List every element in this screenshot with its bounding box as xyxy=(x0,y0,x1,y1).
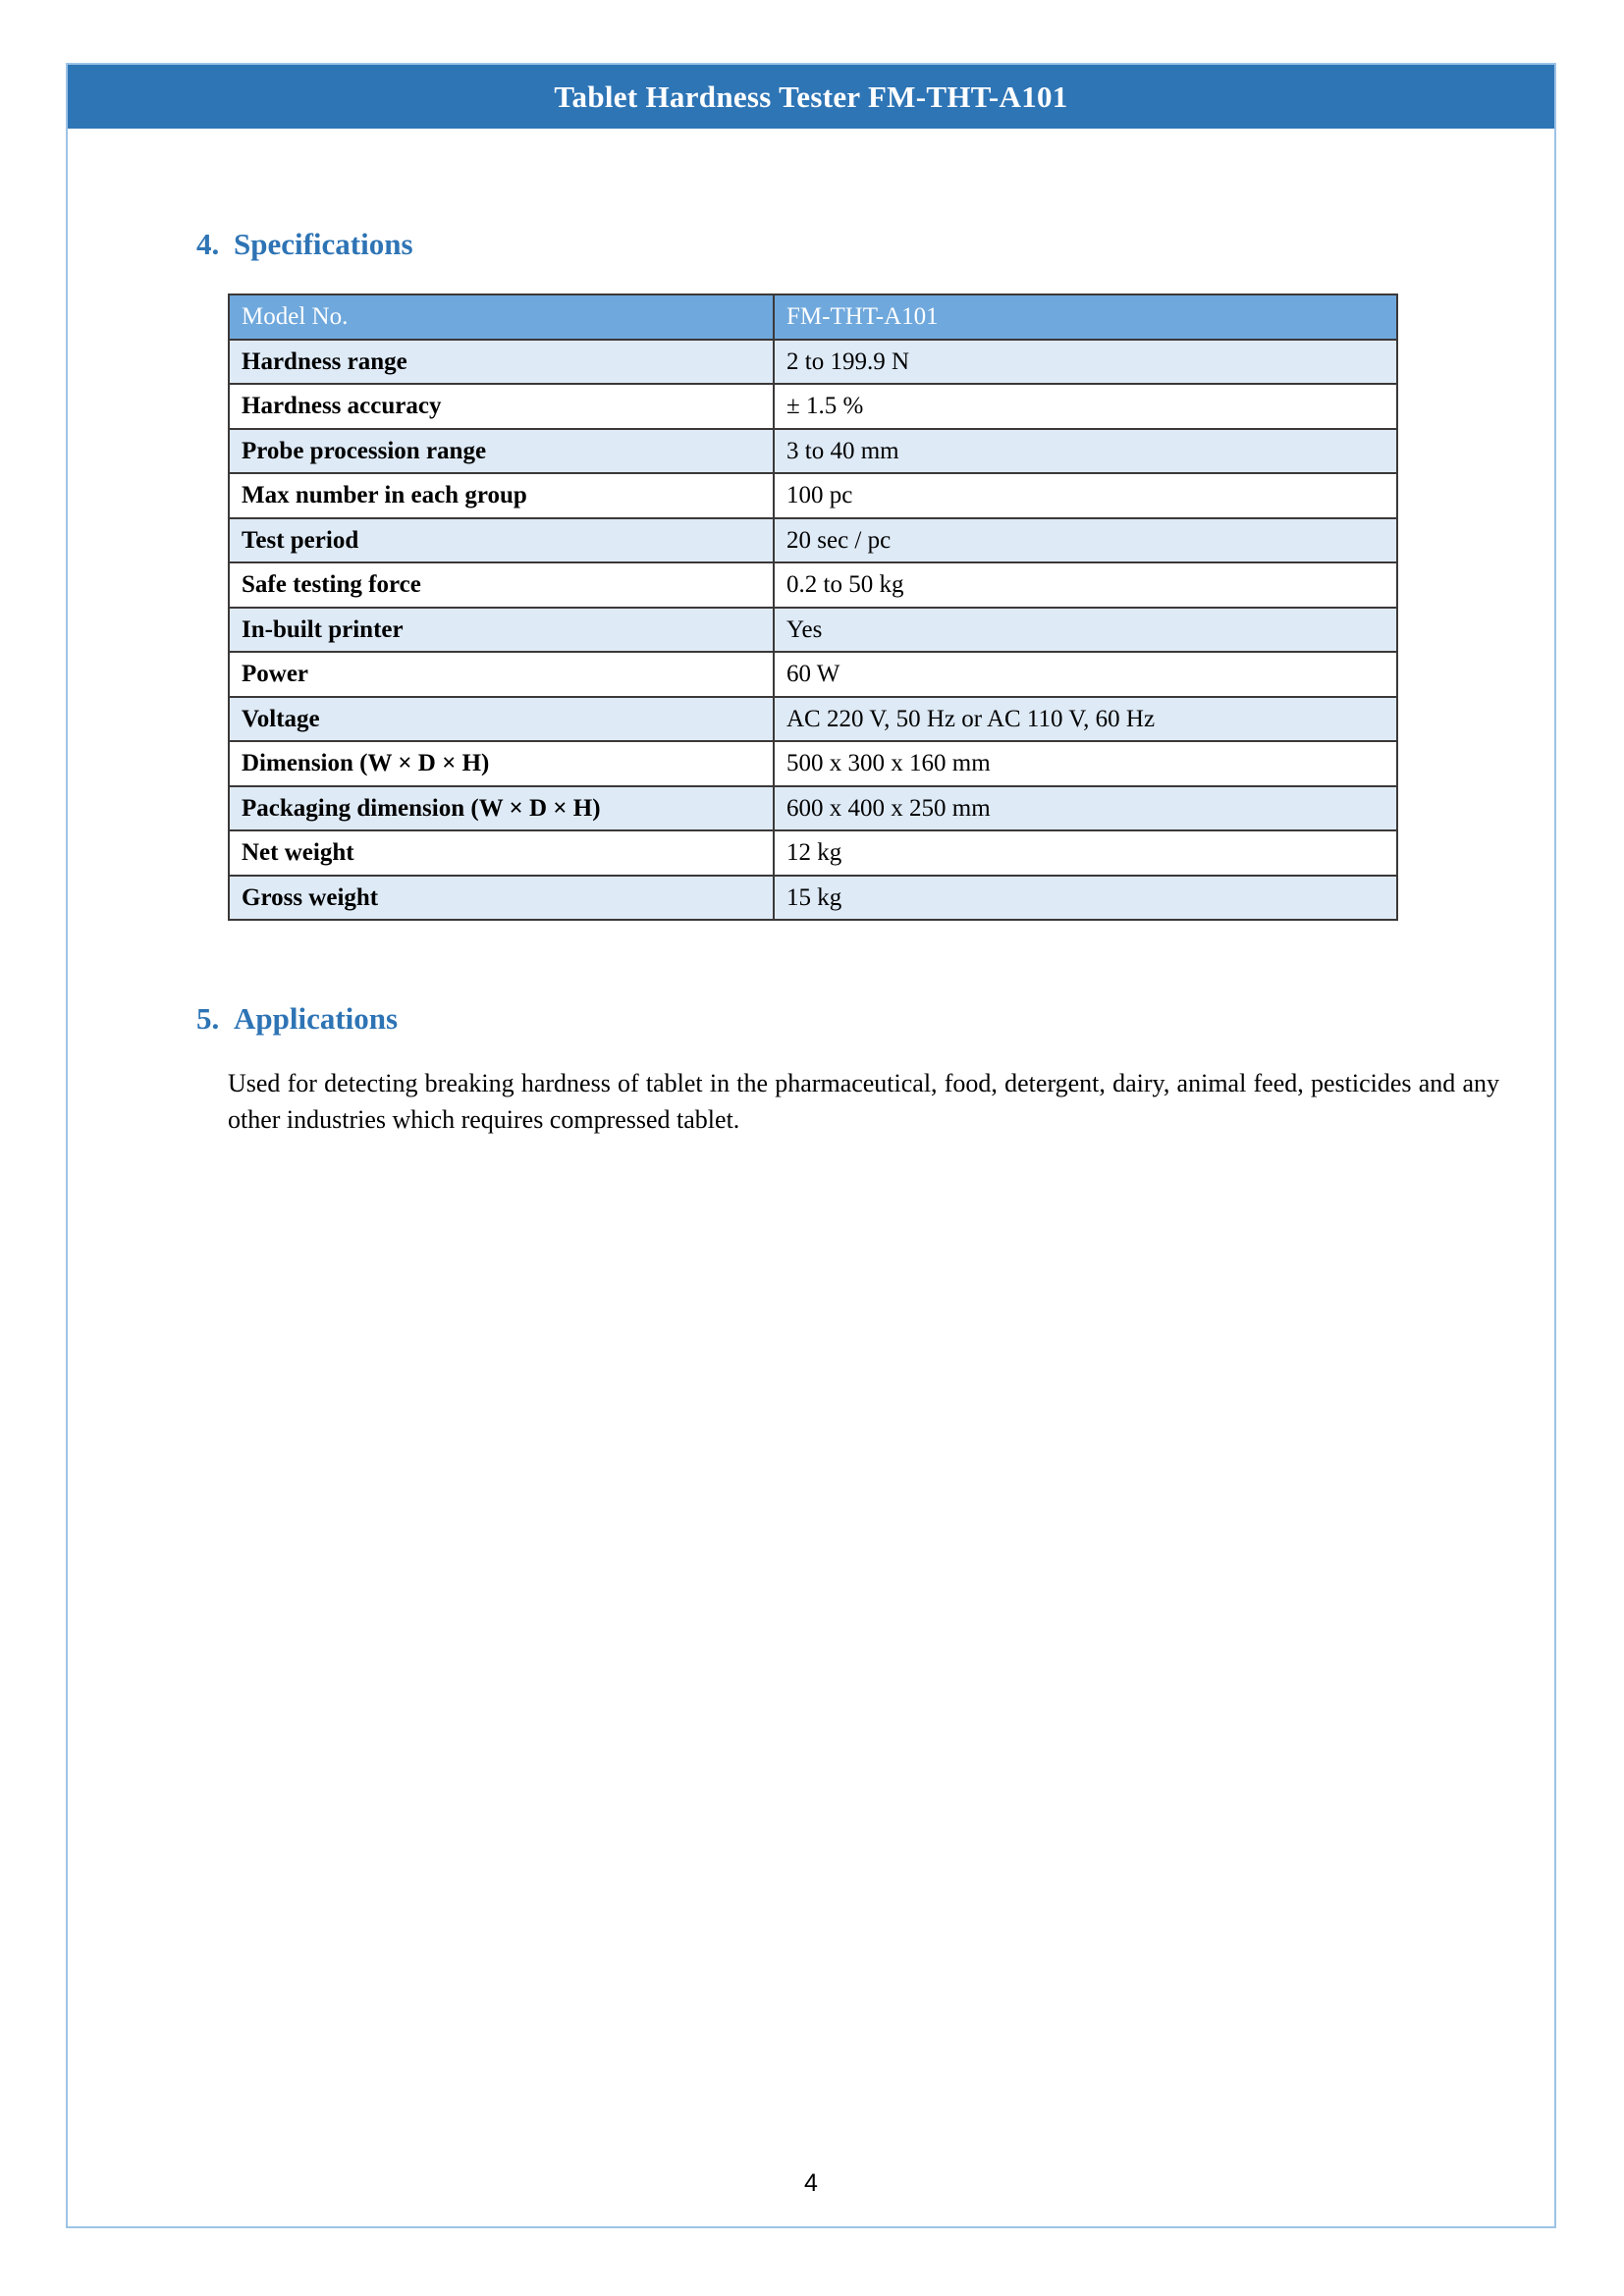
page-number: 4 xyxy=(804,2169,818,2197)
spec-value: AC 220 V, 50 Hz or AC 110 V, 60 Hz xyxy=(774,697,1397,742)
spec-label: Packaging dimension (W × D × H) xyxy=(229,786,774,831)
section-number-applications: 5. xyxy=(196,1001,220,1036)
spec-value: 3 to 40 mm xyxy=(774,429,1397,474)
section-heading-specifications xyxy=(196,227,413,262)
spec-label: In-built printer xyxy=(229,608,774,653)
applications-body-text: Used for detecting breaking hardness of tablet in the pharmaceutical, food, detergent, dairy, animal feed, pesticides and any other industries which requires compressed tablet. xyxy=(228,1069,1499,1134)
spec-label: Dimension (W × D × H) xyxy=(229,741,774,786)
section-title-specifications: Specifications xyxy=(234,227,413,261)
spec-label: Hardness accuracy xyxy=(229,384,774,429)
table-row xyxy=(229,697,1397,742)
spec-value: 0.2 to 50 kg xyxy=(774,562,1397,608)
spec-label: Probe procession range xyxy=(229,429,774,474)
document-header-banner xyxy=(68,65,1554,129)
spec-value: 2 to 199.9 N xyxy=(774,340,1397,385)
section-title-applications: Applications xyxy=(234,1001,399,1036)
spec-value: Yes xyxy=(774,608,1397,653)
spec-value: 12 kg xyxy=(774,830,1397,876)
table-row xyxy=(229,876,1397,921)
spec-label: Voltage xyxy=(229,697,774,742)
spec-value: 600 x 400 x 250 mm xyxy=(774,786,1397,831)
table-header-row xyxy=(229,294,1397,340)
specifications-table xyxy=(228,294,1398,921)
spec-label: Test period xyxy=(229,518,774,563)
spec-label: Gross weight xyxy=(229,876,774,921)
table-row xyxy=(229,741,1397,786)
spec-label: Power xyxy=(229,652,774,697)
spec-label: Safe testing force xyxy=(229,562,774,608)
table-row xyxy=(229,562,1397,608)
spec-value: 500 x 300 x 160 mm xyxy=(774,741,1397,786)
table-row xyxy=(229,429,1397,474)
spec-value: 15 kg xyxy=(774,876,1397,921)
table-header-label: Model No. xyxy=(229,294,774,340)
table-row xyxy=(229,518,1397,563)
table-row xyxy=(229,473,1397,518)
spec-value: 20 sec / pc xyxy=(774,518,1397,563)
table-row xyxy=(229,340,1397,385)
table-row xyxy=(229,786,1397,831)
section-heading-applications xyxy=(196,1001,398,1037)
table-row xyxy=(229,384,1397,429)
spec-value: 100 pc xyxy=(774,473,1397,518)
table-row xyxy=(229,608,1397,653)
spec-label: Net weight xyxy=(229,830,774,876)
document-title: Tablet Hardness Tester FM-THT-A101 xyxy=(554,79,1068,114)
table-row xyxy=(229,830,1397,876)
spec-label: Max number in each group xyxy=(229,473,774,518)
spec-value: ± 1.5 % xyxy=(774,384,1397,429)
page-content xyxy=(66,129,1556,2228)
spec-value: 60 W xyxy=(774,652,1397,697)
table-header-value: FM-THT-A101 xyxy=(774,294,1397,340)
spec-label: Hardness range xyxy=(229,340,774,385)
section-number-specifications: 4. xyxy=(196,227,220,261)
table-row xyxy=(229,652,1397,697)
specifications-table-body xyxy=(229,294,1397,920)
